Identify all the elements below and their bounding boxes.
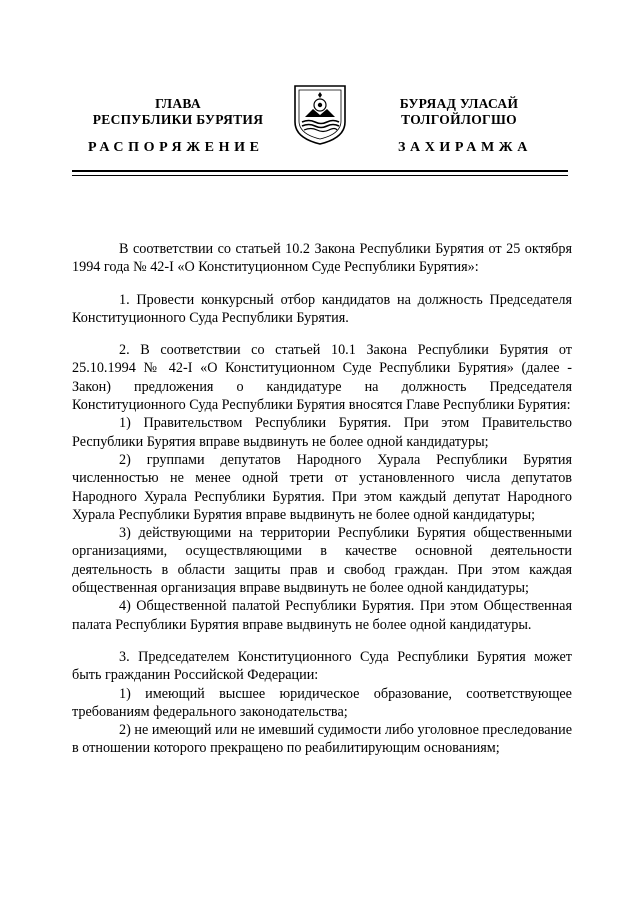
header-rule-thick — [72, 170, 568, 172]
preamble-paragraph: В соответствии со статьей 10.2 Закона Республики Бурятия от 25 октября 1994 года № 42-I «О Конституционном Суде Республики Бурятия»: — [72, 241, 572, 276]
coat-of-arms-icon — [291, 82, 349, 146]
header-right-title: БУРЯАД УЛАСАЙ — [399, 96, 519, 111]
clause-3: 3. Председателем Конституционного Суда Республики Бурятия может быть гражданин Российской Федерации: — [72, 648, 572, 684]
clause-3-item-1: 1) имеющий высшее юридическое образование, соответствующее требованиям федерального законодательства; — [72, 685, 572, 720]
clause-2: 2. В соответствии со статьей 10.1 Закона Республики Бурятия от 25.10.1994 № 42-I «О Конституционном Суде Республики Бурятия» (далее - Закон) предложения о кандидатуре на должность Председателя Конституционного Суда Республики Бурятия вносятся Главе Республики Бурятия: — [72, 342, 572, 414]
clause-2-item-2: 2) группами депутатов Народного Хурала Республики Бурятия численностью не менее одной трети от установленного числа депутатов Народного Хурала Республики Бурятия. При этом каждый депутат Народного Хурала Республики Бурятия вправе выдвинуть не более одной кандидатуры; — [72, 451, 572, 523]
doc-type-bua: ЗАХИРАМЖА — [398, 140, 532, 155]
clause-2-item-3: 3) действующими на территории Республики Бурятия общественными организациями, осуществляющими в качестве основной деятельности деятельность в области защиты прав и свобод граждан. При этом каждая общественная организация вправе выдвинуть не более одной кандидатуры; — [72, 525, 572, 597]
header-rule-thin — [72, 175, 568, 176]
clause-1: 1. Провести конкурсный отбор кандидатов на должность Председателя Конституционного Суда Республики Бурятия. — [72, 291, 572, 326]
document-body — [72, 240, 572, 758]
header-right — [366, 96, 552, 128]
header-left-title: ГЛАВА — [155, 96, 201, 111]
header-left — [78, 96, 278, 128]
header-left-subtitle: РЕСПУБЛИКИ БУРЯТИЯ — [92, 112, 264, 127]
clause-2-item-4: 4) Общественной палатой Республики Бурятия. При этом Общественная палата Республики Бурятия вправе выдвинуть не более одной кандидатуры. — [72, 598, 572, 633]
doc-type-ru: РАСПОРЯЖЕНИЕ — [88, 140, 264, 155]
header-right-subtitle: ТОЛГОЙЛОГШО — [401, 112, 517, 127]
clause-2-item-1: 1) Правительством Республики Бурятия. При этом Правительство Республики Бурятия вправе выдвинуть не более одной кандидатуры; — [72, 415, 572, 450]
clause-3-item-2: 2) не имеющий или не имевший судимости либо уголовное преследование в отношении которого прекращено по реабилитирующим основаниям; — [72, 722, 572, 757]
